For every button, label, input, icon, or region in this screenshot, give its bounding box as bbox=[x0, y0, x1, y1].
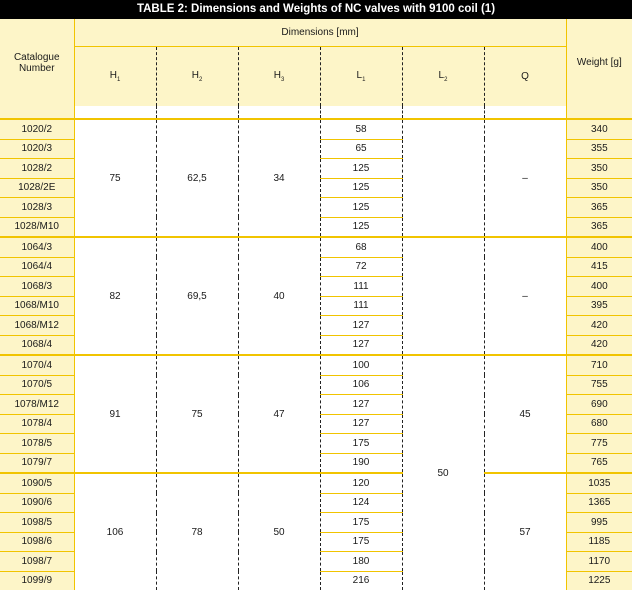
weight-value-cell: 765 bbox=[566, 453, 632, 473]
l1-value-cell: 100 bbox=[320, 355, 402, 375]
catalogue-number-cell: 1078/4 bbox=[0, 414, 74, 434]
catalogue-number-cell: 1064/4 bbox=[0, 257, 74, 277]
weight-value-cell: 1365 bbox=[566, 493, 632, 513]
h3-value-cell: 50 bbox=[238, 473, 320, 590]
l2-header: $L_2$ bbox=[402, 47, 484, 107]
l1-value-cell: 120 bbox=[320, 473, 402, 493]
l1-value-cell: 127 bbox=[320, 395, 402, 415]
weight-value-cell: 1185 bbox=[566, 532, 632, 552]
h2-header: $H_2$ bbox=[156, 47, 238, 107]
weight-value-cell: 350 bbox=[566, 178, 632, 198]
l1-value-cell: 216 bbox=[320, 571, 402, 590]
catalogue-number-cell: 1090/5 bbox=[0, 473, 74, 493]
h1-value-cell: 82 bbox=[74, 237, 156, 355]
dimensions-header: Dimensions [mm] bbox=[74, 19, 566, 47]
weight-value-cell: 1225 bbox=[566, 571, 632, 590]
l1-value-cell: 127 bbox=[320, 335, 402, 355]
catalogue-number-cell: 1028/M10 bbox=[0, 217, 74, 237]
weight-value-cell: 420 bbox=[566, 316, 632, 336]
l2-value-cell bbox=[402, 237, 484, 355]
catalogue-number-cell: 1020/3 bbox=[0, 139, 74, 159]
weight-header: Weight [g] bbox=[566, 19, 632, 106]
catalogue-number-cell: 1068/M12 bbox=[0, 316, 74, 336]
catalogue-number-cell: 1079/7 bbox=[0, 453, 74, 473]
l1-value-cell: 125 bbox=[320, 198, 402, 218]
l1-value-cell: 127 bbox=[320, 414, 402, 434]
l1-value-cell: 175 bbox=[320, 434, 402, 454]
weight-value-cell: 400 bbox=[566, 277, 632, 297]
l1-value-cell: 190 bbox=[320, 453, 402, 473]
l1-value-cell: 124 bbox=[320, 493, 402, 513]
l2-value-cell bbox=[402, 119, 484, 237]
l1-value-cell: 68 bbox=[320, 237, 402, 257]
l1-value-cell: 106 bbox=[320, 375, 402, 395]
weight-value-cell: 1035 bbox=[566, 473, 632, 493]
l1-value-cell: 175 bbox=[320, 532, 402, 552]
l1-value-cell: 125 bbox=[320, 217, 402, 237]
h2-value-cell: 69,5 bbox=[156, 237, 238, 355]
h2-value-cell: 75 bbox=[156, 355, 238, 473]
catalogue-header: Catalogue Number bbox=[0, 19, 74, 106]
catalogue-number-cell: 1028/2 bbox=[0, 159, 74, 179]
table-row bbox=[0, 355, 632, 375]
q-value-cell: 45 bbox=[484, 355, 566, 473]
weight-value-cell: 690 bbox=[566, 395, 632, 415]
weight-value-cell: 355 bbox=[566, 139, 632, 159]
catalogue-number-cell: 1064/3 bbox=[0, 237, 74, 257]
weight-value-cell: 415 bbox=[566, 257, 632, 277]
catalogue-number-cell: 1068/M10 bbox=[0, 296, 74, 316]
h3-header: $H_3$ bbox=[238, 47, 320, 107]
l1-value-cell: 72 bbox=[320, 257, 402, 277]
weight-value-cell: 1170 bbox=[566, 552, 632, 572]
catalogue-number-cell: 1078/M12 bbox=[0, 395, 74, 415]
q-value-cell: – bbox=[484, 237, 566, 355]
weight-value-cell: 755 bbox=[566, 375, 632, 395]
catalogue-number-cell: 1070/5 bbox=[0, 375, 74, 395]
q-header: Q bbox=[484, 47, 566, 107]
l2-value-cell: 50 bbox=[402, 355, 484, 590]
weight-value-cell: 420 bbox=[566, 335, 632, 355]
q-value-cell: 57 bbox=[484, 473, 566, 590]
weight-value-cell: 775 bbox=[566, 434, 632, 454]
l1-value-cell: 180 bbox=[320, 552, 402, 572]
catalogue-number-cell: 1068/4 bbox=[0, 335, 74, 355]
h3-value-cell: 40 bbox=[238, 237, 320, 355]
catalogue-number-cell: 1020/2 bbox=[0, 119, 74, 139]
weight-value-cell: 365 bbox=[566, 198, 632, 218]
h2-value-cell: 78 bbox=[156, 473, 238, 590]
weight-value-cell: 710 bbox=[566, 355, 632, 375]
h1-value-cell: 75 bbox=[74, 119, 156, 237]
h1-value-cell: 91 bbox=[74, 355, 156, 473]
table-row bbox=[0, 237, 632, 257]
catalogue-number-cell: 1028/2E bbox=[0, 178, 74, 198]
l1-header: $L_1$ bbox=[320, 47, 402, 107]
h1-header: $H_1$ bbox=[74, 47, 156, 107]
weight-value-cell: 680 bbox=[566, 414, 632, 434]
table-row bbox=[0, 119, 632, 139]
catalogue-number-cell: 1078/5 bbox=[0, 434, 74, 454]
catalogue-number-cell: 1099/9 bbox=[0, 571, 74, 590]
l1-value-cell: 127 bbox=[320, 316, 402, 336]
weight-value-cell: 400 bbox=[566, 237, 632, 257]
weight-value-cell: 350 bbox=[566, 159, 632, 179]
l1-value-cell: 175 bbox=[320, 513, 402, 533]
weight-value-cell: 995 bbox=[566, 513, 632, 533]
h3-value-cell: 34 bbox=[238, 119, 320, 237]
h2-value-cell: 62,5 bbox=[156, 119, 238, 237]
l1-value-cell: 111 bbox=[320, 277, 402, 297]
catalogue-number-cell: 1070/4 bbox=[0, 355, 74, 375]
l1-value-cell: 65 bbox=[320, 139, 402, 159]
table-row bbox=[0, 473, 632, 493]
weight-value-cell: 395 bbox=[566, 296, 632, 316]
l1-value-cell: 125 bbox=[320, 159, 402, 179]
catalogue-number-cell: 1090/6 bbox=[0, 493, 74, 513]
q-value-cell: – bbox=[484, 119, 566, 237]
h3-value-cell: 47 bbox=[238, 355, 320, 473]
l1-value-cell: 111 bbox=[320, 296, 402, 316]
table-title: TABLE 2: Dimensions and Weights of NC valves with 9100 coil (1) bbox=[0, 0, 632, 19]
catalogue-number-cell: 1028/3 bbox=[0, 198, 74, 218]
catalogue-number-cell: 1068/3 bbox=[0, 277, 74, 297]
h1-value-cell: 106 bbox=[74, 473, 156, 590]
weight-value-cell: 340 bbox=[566, 119, 632, 139]
dimensions-table bbox=[0, 19, 632, 590]
l1-value-cell: 125 bbox=[320, 178, 402, 198]
l1-value-cell: 58 bbox=[320, 119, 402, 139]
catalogue-number-cell: 1098/5 bbox=[0, 513, 74, 533]
weight-value-cell: 365 bbox=[566, 217, 632, 237]
catalogue-number-cell: 1098/7 bbox=[0, 552, 74, 572]
catalogue-number-cell: 1098/6 bbox=[0, 532, 74, 552]
